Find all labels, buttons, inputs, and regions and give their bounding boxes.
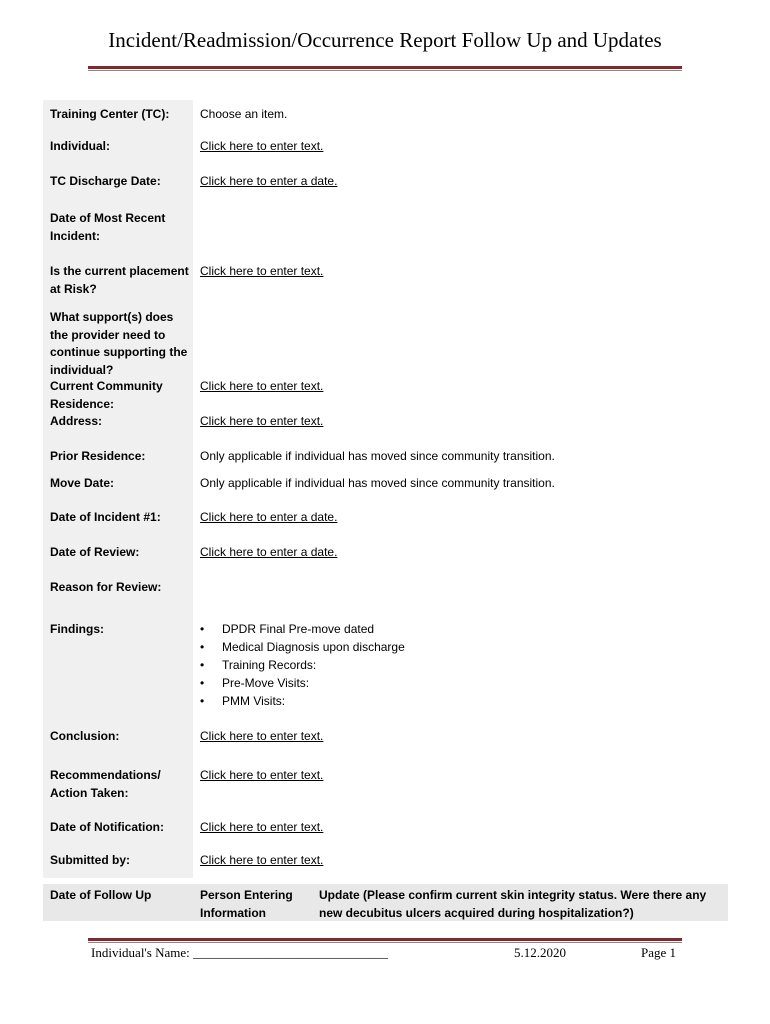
- footer-page-number: Page 1: [641, 945, 677, 960]
- label-recommendations: Recommendations/ Action Taken:: [50, 768, 161, 800]
- label-training-center: Training Center (TC):: [50, 107, 170, 121]
- label-address: Address:: [50, 414, 103, 428]
- findings-item: • PMM Visits:: [200, 693, 405, 711]
- footer-date: 5.12.2020: [514, 945, 566, 960]
- value-current-residence[interactable]: Click here to enter text.: [200, 379, 324, 393]
- followup-update-header: Update (Please confirm current skin integrity status. Were there any new decubitus ulcers acquired during hospitalization?): [319, 888, 707, 920]
- footer-individual-name: Individual's Name: ______________________________: [91, 945, 388, 960]
- followup-date-header: Date of Follow Up: [50, 888, 152, 902]
- value-address[interactable]: Click here to enter text.: [200, 414, 324, 428]
- label-notification-date: Date of Notification:: [50, 820, 164, 834]
- label-submitted-by: Submitted by:: [50, 853, 130, 867]
- label-review-date: Date of Review:: [50, 545, 140, 559]
- value-incident-date[interactable]: Click here to enter a date.: [200, 510, 338, 524]
- value-recommendations[interactable]: Click here to enter text.: [200, 768, 324, 782]
- findings-item: • Medical Diagnosis upon discharge: [200, 639, 405, 657]
- value-tc-discharge-date[interactable]: Click here to enter a date.: [200, 174, 338, 188]
- label-recent-incident-date: Date of Most Recent Incident:: [50, 211, 166, 243]
- label-tc-discharge-date: TC Discharge Date:: [50, 174, 161, 188]
- value-individual[interactable]: Click here to enter text.: [200, 139, 324, 153]
- value-review-date[interactable]: Click here to enter a date.: [200, 545, 338, 559]
- footer-rule: [88, 938, 682, 943]
- followup-person-header: Person Entering Information: [200, 888, 293, 920]
- findings-item: • Pre-Move Visits:: [200, 675, 405, 693]
- findings-list: [200, 621, 405, 711]
- value-move-date[interactable]: Only applicable if individual has moved since community transition.: [200, 476, 555, 490]
- label-reason-for-review: Reason for Review:: [50, 580, 162, 594]
- header-rule: [88, 66, 682, 71]
- label-findings: Findings:: [50, 622, 104, 636]
- value-conclusion[interactable]: Click here to enter text.: [200, 729, 324, 743]
- label-conclusion: Conclusion:: [50, 729, 120, 743]
- value-placement-at-risk[interactable]: Click here to enter text.: [200, 264, 324, 278]
- label-placement-at-risk: Is the current placement at Risk?: [50, 264, 189, 296]
- value-prior-residence[interactable]: Only applicable if individual has moved since community transition.: [200, 449, 555, 463]
- value-submitted-by[interactable]: Click here to enter text.: [200, 853, 324, 867]
- label-incident-date: Date of Incident #1:: [50, 510, 161, 524]
- value-training-center[interactable]: Choose an item.: [200, 107, 288, 121]
- page-title: Incident/Readmission/Occurrence Report Follow Up and Updates: [108, 28, 662, 52]
- label-individual: Individual:: [50, 139, 110, 153]
- label-current-residence: Current Community Residence:: [50, 379, 163, 411]
- findings-item: • DPDR Final Pre-move dated: [200, 621, 405, 639]
- label-move-date: Move Date:: [50, 476, 115, 490]
- findings-item: • Training Records:: [200, 657, 405, 675]
- label-prior-residence: Prior Residence:: [50, 449, 146, 463]
- value-notification-date[interactable]: Click here to enter text.: [200, 820, 324, 834]
- label-provider-supports: What support(s) does the provider need to continue supporting the individual?: [50, 310, 188, 377]
